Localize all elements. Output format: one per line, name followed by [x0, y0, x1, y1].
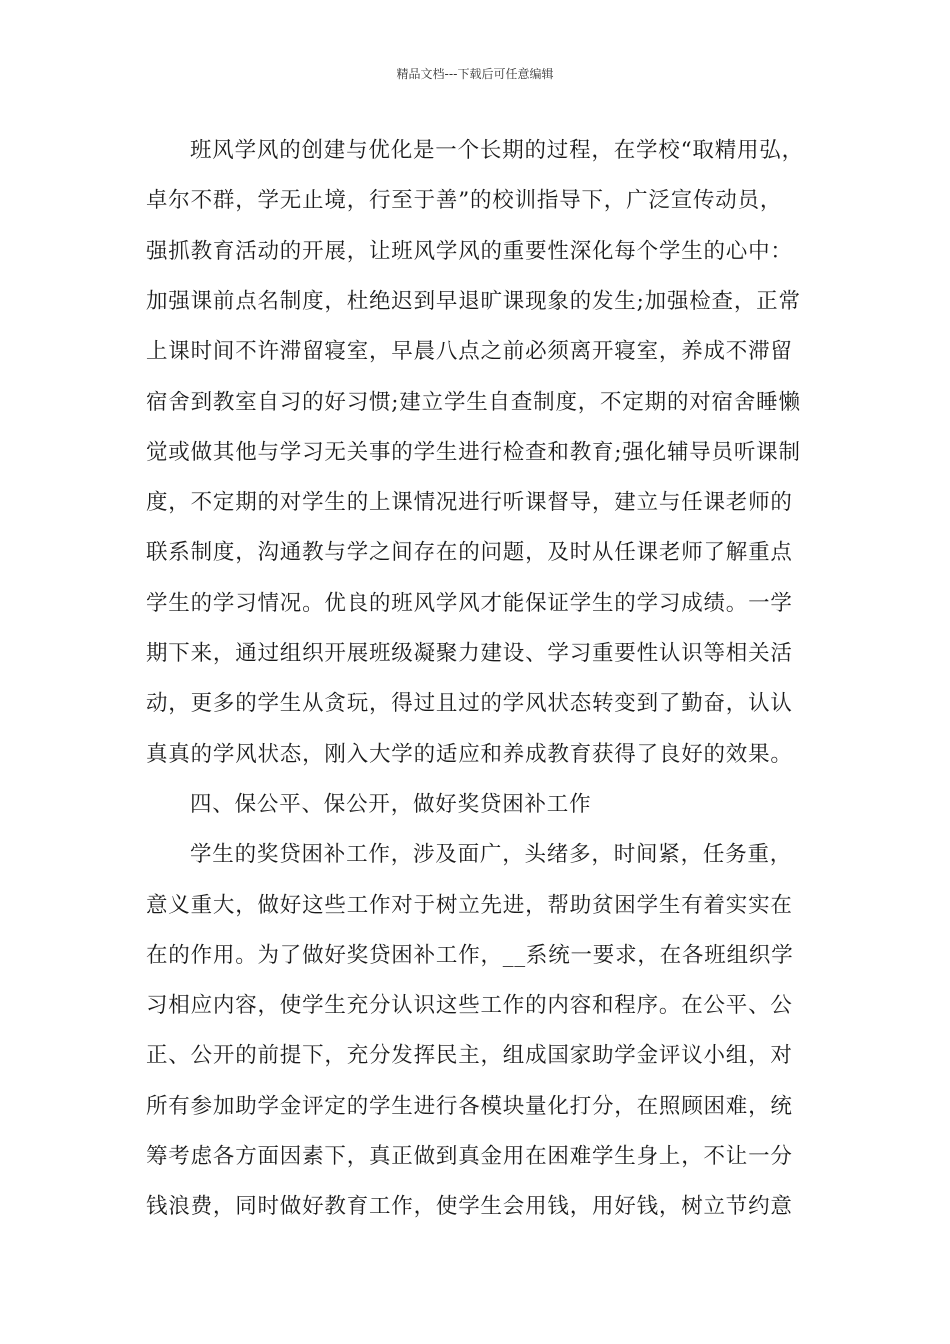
- text-line-9: 联系制度，沟通教与学之间存在的问题，及时从任课老师了解重点: [146, 540, 793, 566]
- text-line-15: 学生的奖贷困补工作，涉及面广，头绪多，时间紧，任务重，: [190, 842, 793, 868]
- page-header: 精品文档---下载后可任意编辑: [396, 67, 554, 81]
- text-line-7: 觉或做其他与学习无关事的学生进行检查和教育;强化辅导员听课制: [146, 439, 801, 465]
- text-line-17: 在的作用。为了做好奖贷困补工作，__系统一要求，在各班组织学: [146, 942, 794, 968]
- text-line-16: 意义重大，做好这些工作对于树立先进，帮助贫困学生有着实实在: [146, 892, 793, 918]
- text-line-13: 真真的学风状态，刚入大学的适应和养成教育获得了良好的效果。: [146, 741, 793, 767]
- text-line-18: 习相应内容，使学生充分认识这些工作的内容和程序。在公平、公: [146, 993, 793, 1019]
- text-line-3: 强抓教育活动的开展，让班风学风的重要性深化每个学生的心中：: [146, 238, 793, 264]
- section-heading: 四、保公平、保公开，做好奖贷困补工作: [190, 791, 592, 817]
- text-line-21: 筹考虑各方面因素下，真正做到真金用在困难学生身上，不让一分: [146, 1144, 793, 1169]
- text-line-4: 加强课前点名制度，杜绝迟到早退旷课现象的发生;加强检查，正常: [146, 288, 801, 314]
- text-line-1: 班风学风的创建与优化是一个长期的过程，在学校“取精用弘，: [190, 138, 804, 163]
- text-line-8: 度，不定期的对学生的上课情况进行听课督导，建立与任课老师的: [146, 490, 793, 516]
- text-line-2: 卓尔不群，学无止境，行至于善”的校训指导下，广泛宣传动员，: [146, 188, 783, 214]
- text-line-22: 钱浪费，同时做好教育工作，使学生会用钱，用好钱，树立节约意: [146, 1194, 793, 1220]
- text-line-10: 学生的学习情况。优良的班风学风才能保证学生的学习成绩。一学: [146, 590, 793, 616]
- text-line-12: 动，更多的学生从贪玩，得过且过的学风状态转变到了勤奋，认认: [146, 691, 793, 717]
- text-line-19: 正、公开的前提下，充分发挥民主，组成国家助学金评议小组，对: [146, 1043, 793, 1069]
- text-line-11: 期下来，通过组织开展班级凝聚力建设、学习重要性认识等相关活: [146, 641, 793, 666]
- text-line-6: 宿舍到教室自习的好习惯;建立学生自查制度，不定期的对宿舍睡懒: [146, 389, 801, 415]
- text-line-20: 所有参加助学金评定的学生进行各模块量化打分，在照顾困难，统: [146, 1093, 793, 1119]
- text-line-5: 上课时间不许滞留寝室，早晨八点之前必须离开寝室，养成不滞留: [146, 339, 793, 365]
